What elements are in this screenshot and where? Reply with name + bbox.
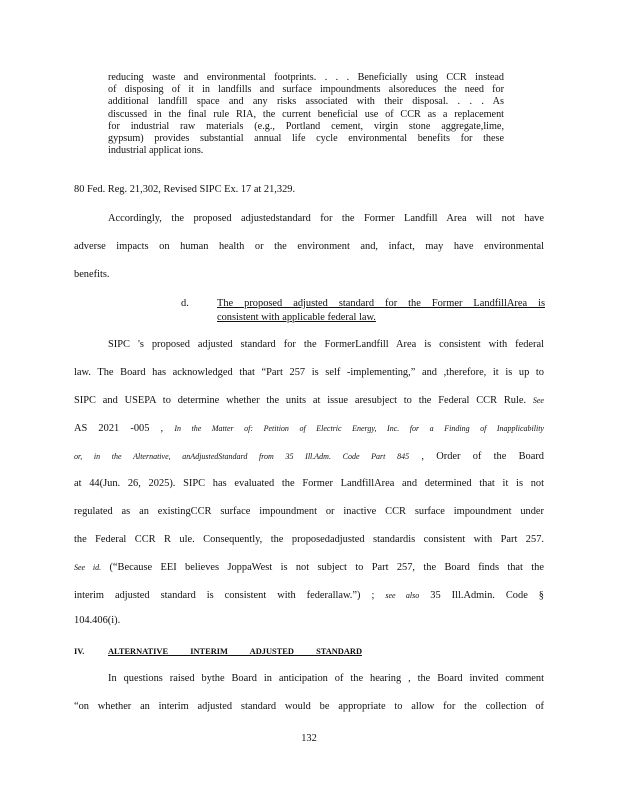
subsection-heading-line: consistent with applicable federal law. <box>217 312 376 323</box>
paragraph-text: (“Because EEI believes JoppaWest is not subject to Part 257, the Board finds that the <box>109 562 544 573</box>
paragraph-text: interim adjusted standard is consistent with federallaw.”) ; <box>74 590 375 601</box>
subsection-heading-line: The proposed adjusted standard for the Former LandfillArea is <box>217 298 545 309</box>
paragraph-line: 104.406(i). <box>74 615 121 626</box>
paragraph-line: adverse impacts on human health or the environment and, infact, may have environmental <box>74 241 544 252</box>
paragraph-text: SIPC and USEPA to determine whether the units at issue aresubject to the Federal CCR Rule. <box>74 395 527 406</box>
paragraph-line <box>74 450 544 464</box>
quote-line: discussed in the final rule RIA, the current beneficial use of CCR as a replacement <box>108 108 504 120</box>
paragraph-text: 35 Ill.Admin. Code § <box>430 590 544 601</box>
section-title: ALTERNATIVE INTERIM ADJUSTED STANDARD <box>108 647 362 656</box>
case-number: AS 2021 -005 , <box>74 423 164 434</box>
paragraph-line: SIPC 's proposed adjusted standard for the FormerLandfill Area is consistent with federal <box>108 339 544 350</box>
signal-see-also: see also <box>385 591 420 600</box>
quote-line: for industrial raw materials (e.g., Portland cement, virgin stone aggregate,lime, <box>108 120 504 132</box>
case-name: or, in the Alternative, anAdjustedStandard from 35 Ill.Adm. Code Part 845 <box>74 452 410 461</box>
paragraph-line: In questions raised bythe Board in anticipation of the hearing , the Board invited comment <box>108 673 544 684</box>
paragraph-line: Accordingly, the proposed adjustedstandard for the Former Landfill Area will not have <box>108 213 544 224</box>
paragraph-line <box>74 394 544 408</box>
paragraph-line: “on whether an interim adjusted standard would be appropriate to allow for the collection of <box>74 701 544 712</box>
quote-line: reducing waste and environmental footprints. . . . Beneficially using CCR instead <box>108 72 504 83</box>
case-name: In the Matter of: Petition of Electric Energy, Inc. for a Finding of Inapplicability <box>174 424 544 433</box>
paragraph-line: benefits. <box>74 269 110 280</box>
paragraph-line <box>74 422 544 436</box>
signal-see: See <box>532 396 544 405</box>
paragraph-line: law. The Board has acknowledged that “Part 257 is self -implementing,” and ,therefore, it is up to <box>74 367 544 378</box>
block-quote <box>108 72 504 157</box>
paragraph-line <box>74 561 544 575</box>
subsection-letter: d. <box>181 298 189 309</box>
signal-see-id: See id. <box>74 563 102 572</box>
paragraph-text: , Order of the Board <box>421 451 545 462</box>
section-number: IV. <box>74 647 85 656</box>
paragraph-line: at 44(Jun. 26, 2025). SIPC has evaluated the Former LandfillArea and determined that it is not <box>74 478 544 489</box>
paragraph-line: the Federal CCR R ule. Consequently, the proposedadjusted standardis consistent with Part 257. <box>74 534 544 545</box>
page-number: 132 <box>301 733 317 744</box>
paragraph-line: regulated as an existingCCR surface impoundment or inactive CCR surface impoundment under <box>74 506 544 517</box>
citation-line: 80 Fed. Reg. 21,302, Revised SIPC Ex. 17 at 21,329. <box>74 184 296 195</box>
quote-line: additional landfill space and any risks associated with their disposal. . . . As <box>108 96 504 108</box>
subsection-heading <box>217 297 545 325</box>
quote-line: industrial applicat ions. <box>108 145 204 157</box>
quote-line: gypsum) provides substantial annual life cycle environmental benefits for these <box>108 133 504 145</box>
paragraph-line <box>74 589 544 603</box>
quote-line: of disposing of it in landfills and surface impoundments alsoreduces the need for <box>108 84 504 96</box>
